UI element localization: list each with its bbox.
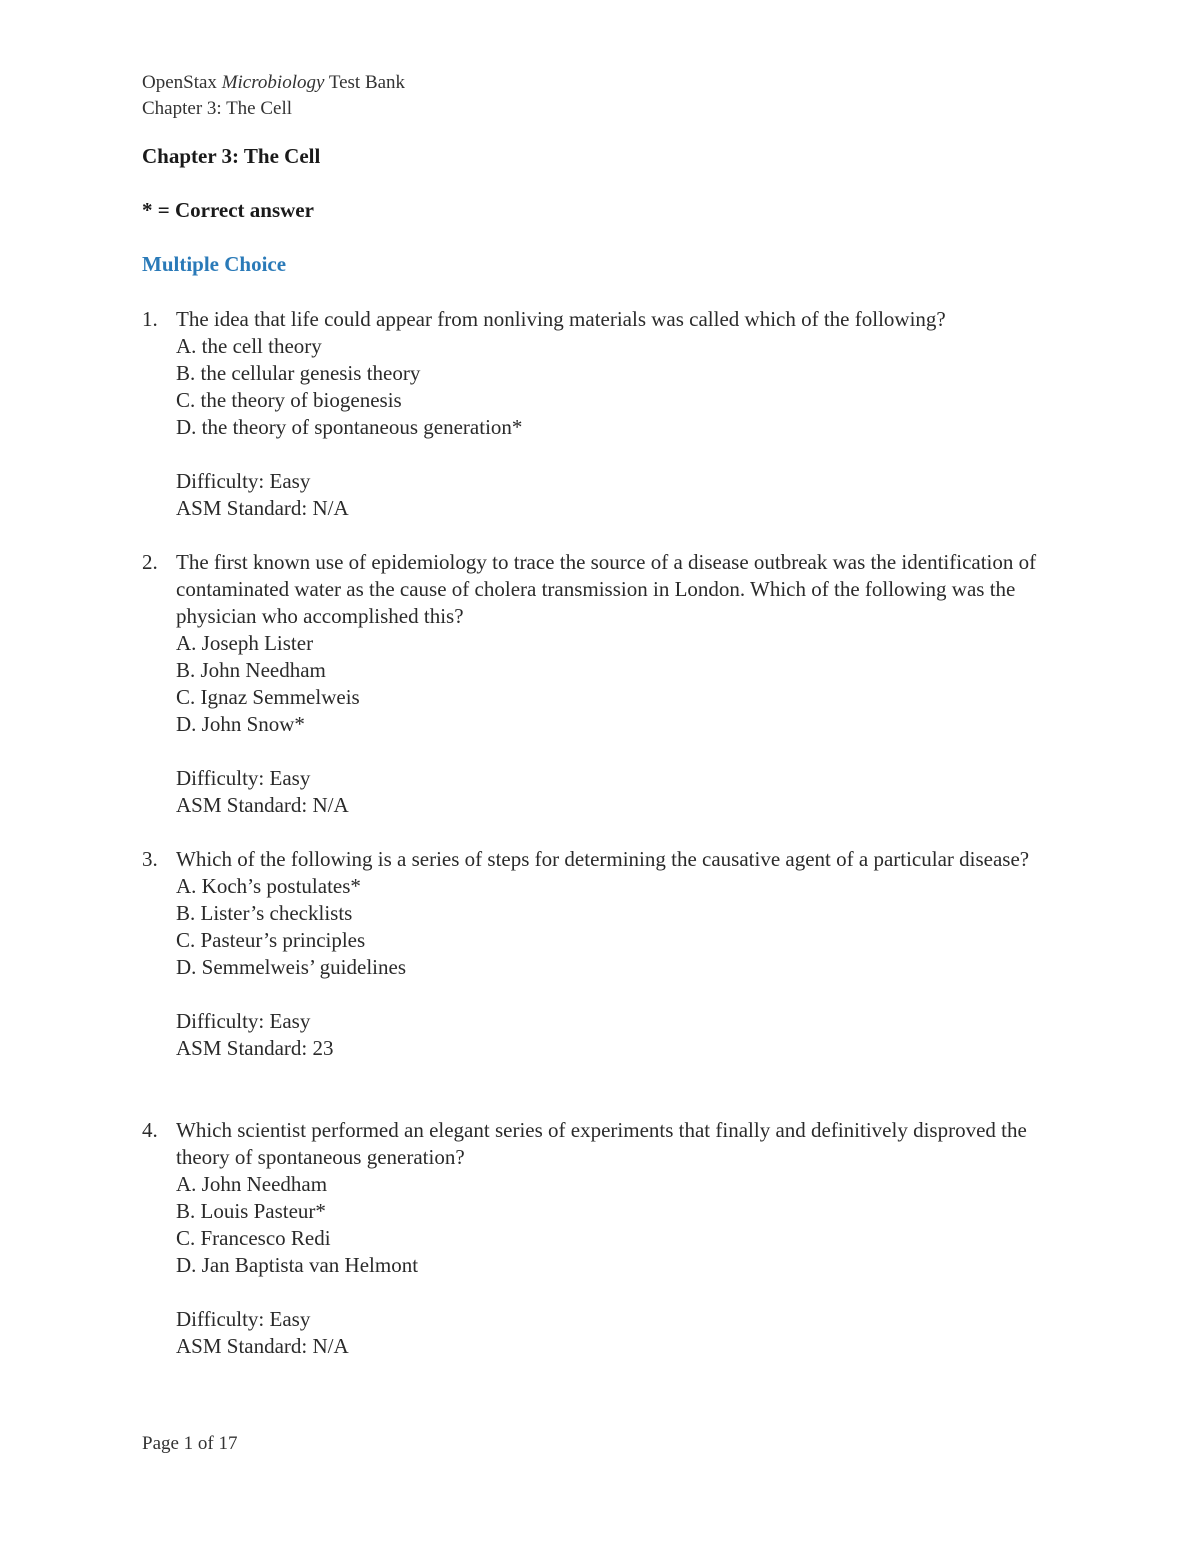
answer-option-d: D. Jan Baptista van Helmont — [176, 1253, 419, 1277]
difficulty-label: Difficulty: Easy — [176, 469, 311, 493]
page-number-footer: Page 1 of 17 — [142, 1433, 238, 1454]
question-1 — [142, 306, 1062, 522]
answer-option-d: D. the theory of spontaneous generation* — [176, 415, 523, 439]
question-number: 4. — [142, 1118, 158, 1142]
asm-standard-label: ASM Standard: N/A — [176, 793, 349, 817]
difficulty-label: Difficulty: Easy — [176, 1009, 311, 1033]
question-stem: The first known use of epidemiology to trace the source of a disease outbreak was the identification of contaminated water as the cause of cholera transmission in London. Which of the following was the physician who accomplished this? — [176, 550, 1037, 628]
answer-option-a: A. Joseph Lister — [176, 631, 314, 655]
section-heading-multiple-choice: Multiple Choice — [142, 252, 287, 276]
answer-option-b: B. Lister’s checklists — [176, 901, 353, 925]
question-number: 2. — [142, 550, 158, 574]
answer-option-a: A. the cell theory — [176, 334, 322, 358]
answer-option-c: C. the theory of biogenesis — [176, 388, 402, 412]
answer-key-legend: * = Correct answer — [142, 198, 314, 222]
question-2 — [142, 549, 1062, 819]
asm-standard-label: ASM Standard: N/A — [176, 496, 349, 520]
answer-option-c: C. Ignaz Semmelweis — [176, 685, 360, 709]
answer-option-b: B. the cellular genesis theory — [176, 361, 421, 385]
answer-option-a: A. Koch’s postulates* — [176, 874, 361, 898]
header-book-title: Microbiology — [221, 72, 325, 93]
asm-standard-label: ASM Standard: 23 — [176, 1036, 334, 1060]
answer-option-a: A. John Needham — [176, 1172, 328, 1196]
header-line-chapter: Chapter 3: The Cell — [142, 98, 293, 119]
header-line-book: OpenStax Microbiology Test Bank — [142, 72, 406, 93]
chapter-title: Chapter 3: The Cell — [142, 144, 321, 168]
answer-option-c: C. Pasteur’s principles — [176, 928, 366, 952]
answer-option-b: B. Louis Pasteur* — [176, 1199, 326, 1223]
difficulty-label: Difficulty: Easy — [176, 766, 311, 790]
question-stem: Which of the following is a series of steps for determining the causative agent of a particular disease? — [176, 847, 1030, 871]
question-4 — [142, 1117, 1062, 1360]
question-3 — [142, 846, 1062, 1062]
question-stem: The idea that life could appear from nonliving materials was called which of the following? — [176, 307, 946, 331]
question-number: 1. — [142, 307, 158, 331]
answer-option-d: D. John Snow* — [176, 712, 305, 736]
question-stem: Which scientist performed an elegant series of experiments that finally and definitively disproved the theory of spontaneous generation? — [176, 1118, 1027, 1169]
asm-standard-label: ASM Standard: N/A — [176, 1334, 349, 1358]
running-header — [142, 70, 405, 122]
answer-option-d: D. Semmelweis’ guidelines — [176, 955, 406, 979]
answer-option-c: C. Francesco Redi — [176, 1226, 331, 1250]
difficulty-label: Difficulty: Easy — [176, 1307, 311, 1331]
question-number: 3. — [142, 847, 158, 871]
answer-option-b: B. John Needham — [176, 658, 326, 682]
